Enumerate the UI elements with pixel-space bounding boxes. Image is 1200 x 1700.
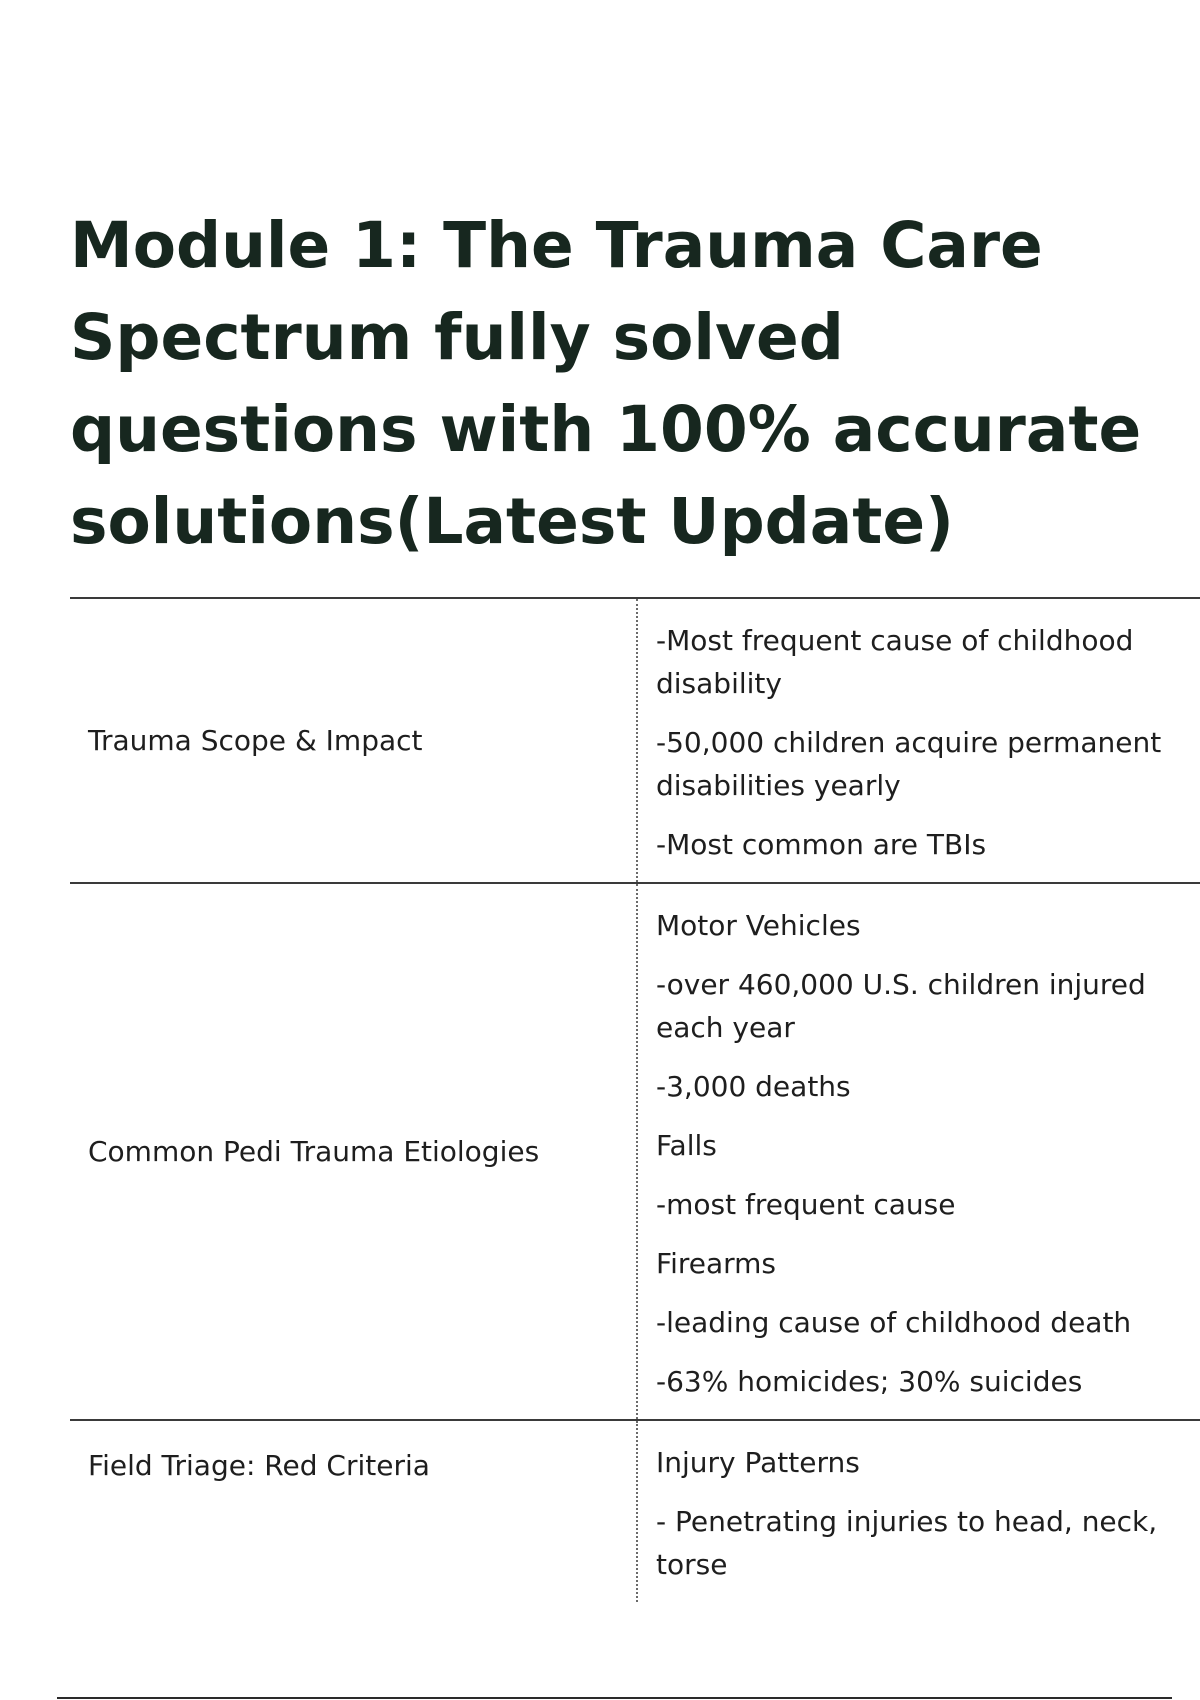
- page-title: Module 1: The Trauma Care Spectrum fully solved questions with 100% accurate solutions(Latest Update): [70, 209, 1142, 558]
- table-row: [70, 883, 1200, 1420]
- definition-line: -leading cause of childhood death: [656, 1306, 1132, 1339]
- definition-line: -3,000 deaths: [656, 1070, 851, 1103]
- definition-line: Falls: [656, 1129, 717, 1162]
- definition-line: - Penetrating injuries to head, neck, torse: [656, 1505, 1158, 1581]
- definition-line: -Most common are TBIs: [656, 828, 987, 861]
- definition-line: -63% homicides; 30% suicides: [656, 1365, 1083, 1398]
- term-cell: Field Triage: Red Criteria: [70, 1420, 637, 1602]
- definition-cell: [637, 598, 1200, 883]
- definition-line: Firearms: [656, 1247, 777, 1280]
- definition-line: -over 460,000 U.S. children injured each year: [656, 968, 1146, 1044]
- table-row: [70, 598, 1200, 883]
- term-cell: Common Pedi Trauma Etiologies: [70, 883, 637, 1420]
- term-cell: Trauma Scope & Impact: [70, 598, 637, 883]
- definition-line: Injury Patterns: [656, 1446, 860, 1479]
- definition-line: -Most frequent cause of childhood disability: [656, 624, 1134, 700]
- flashcard-table: [70, 597, 1200, 1602]
- definition-line: -50,000 children acquire permanent disabilities yearly: [656, 726, 1162, 802]
- definition-cell: [637, 1420, 1200, 1602]
- definition-cell: [637, 883, 1200, 1420]
- definition-line: Motor Vehicles: [656, 909, 861, 942]
- table-row: [70, 1420, 1200, 1602]
- definition-line: -most frequent cause: [656, 1188, 956, 1221]
- footer-divider: [57, 1697, 1172, 1699]
